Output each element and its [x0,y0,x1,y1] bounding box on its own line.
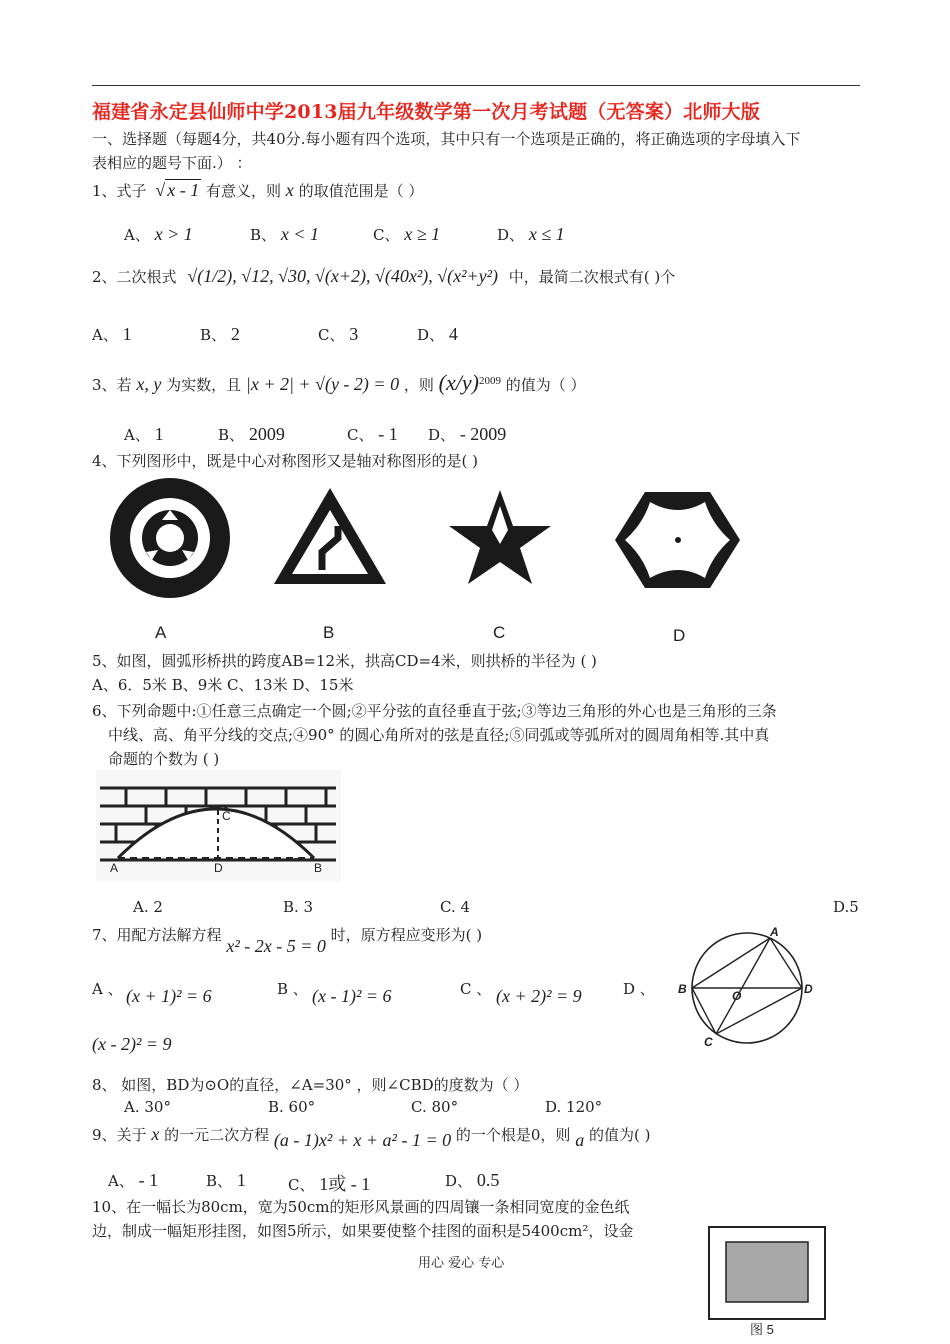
q1-radical: √ x - 1 [155,180,200,200]
q2-option-d: D、 4 [417,324,458,344]
q7-option-a-value: (x + 1)² = 6 [126,986,212,1006]
q6-option-d: D.5 [833,898,859,916]
q2-option-a: A、 1 [92,324,132,344]
figure-5 [708,1226,826,1338]
q6-option-b: B. 3 [283,898,314,916]
q2-expressions: √(1/2), √12, √30, √(x+2), √(40x²), √(x²+y²) [187,266,498,286]
q1-option-a: A、 x > 1 [124,224,193,244]
q1-var: x [285,180,294,200]
top-rule [92,85,860,86]
q5-options: A、6．5米 B、9米 C、13米 D、15米 [92,676,354,694]
question-6-line2: 中线、高、角平分线的交点;④90° 的圆心角所对的弦是直径;⑤同弧或等弧所对的圆周角相等.其中真 [108,726,770,744]
bridge-label-c: C [222,809,231,823]
circle-label-c: C [704,1035,713,1049]
question-10-line1: 10、在一幅长为80cm，宽为50cm的矩形风景画的四周镶一条相同宽度的金色纸 [92,1198,630,1216]
q9-option-d: D、 0.5 [445,1170,500,1190]
figure-label-b: B [323,623,335,642]
bridge-figure [96,770,341,882]
q1-suffix: 的取值范围是（ ） [298,182,424,200]
q3-option-b: B、 2009 [218,424,285,444]
bridge-label-b: B [314,861,323,875]
section-heading-line1: 一、选择题（每题4分，共40分.每小题有四个选项，其中只有一个选项是正确的，将正确选项的字母填入下 [92,130,801,148]
circle-label-o: O [732,989,742,1003]
bridge-label-a: A [110,861,119,875]
q9-option-c: C、 1或 - 1 [288,1174,371,1194]
question-5: 5、如图，圆弧形桥拱的跨度AB=12米，拱高CD=4米，则拱桥的半径为 ( ) [92,652,597,670]
question-4: 4、下列图形中，既是中心对称图形又是轴对称图形的是( ) [92,452,479,470]
question-9: 9、关于 x 的一元二次方程 (a - 1)x² + x + a² - 1 = 0 的一个根是0，则 a 的值为( ) [92,1124,651,1150]
q9-option-a: A、 - 1 [108,1170,159,1190]
q8-option-a: A. 30° [124,1098,171,1116]
q1-option-b: B、 x < 1 [250,224,319,244]
q9-equation: (a - 1)x² + x + a² - 1 = 0 [273,1130,452,1150]
q1-mid: 有意义，则 [205,182,281,200]
circle-figure [676,926,818,1050]
q3-option-a: A、 1 [124,424,164,444]
q6-option-c: C. 4 [440,898,471,916]
q7-option-d-label: D 、 [623,980,655,998]
circle-label-a: A [770,926,779,939]
q3-vars: x, y [136,374,162,394]
q4-figures [90,478,740,646]
q2-prefix: 2、二次根式 [92,268,177,286]
page-title: 福建省永定县仙师中学2013届九年级数学第一次月考试题（无答案）北师大版 [92,101,761,123]
circle-label-d: D [804,982,813,996]
q2-suffix: 中，最简二次根式有( )个 [508,268,676,286]
q7-option-c-value: (x + 2)² = 9 [496,986,582,1006]
question-7: 7、用配方法解方程 x² - 2x - 5 = 0 时，原方程应变形为( ) [92,926,483,956]
q3-power: 2009 [478,375,501,387]
q2-option-c: C、 3 [318,324,359,344]
figure-b-triangle-sign [274,488,386,584]
question-8: 8、 如图，BD为⊙O的直径，∠A=30° ，则∠CBD的度数为（ ） [92,1076,529,1094]
figure-label-a: A [155,623,167,642]
q3-fraction: (x/y) [438,370,479,395]
q8-option-b: B. 60° [268,1098,316,1116]
figure-a-roundabout-sign [110,478,230,598]
question-10-line2: 边，制成一幅矩形挂图，如图5所示，如果要使整个挂图的面积是5400cm²，设金 [92,1222,634,1240]
question-1 [92,180,423,201]
question-6-line3: 命题的个数为 ( ) [108,750,220,768]
q7-equation: x² - 2x - 5 = 0 [226,936,326,956]
q7-option-b-value: (x - 1)² = 6 [312,986,392,1006]
figure-d-hexagon [615,492,740,588]
figure-5-label: 图 5 [750,1322,774,1337]
question-2 [92,266,675,287]
question-3: 3、若 x, y 为实数，且 |x + 2| + √(y - 2) = 0 ，则 $(x/y)^{2009}$ 的值为（ ） [92,370,586,395]
q3-option-d: D、 - 2009 [428,424,507,444]
q8-option-c: C. 80° [411,1098,459,1116]
q3-condition: |x + 2| + √(y - 2) = 0 [245,374,400,394]
figure-label-c: C [493,623,506,642]
q7-option-b-label: B 、 [277,980,308,998]
question-6-line1: 6、下列命题中:①任意三点确定一个圆;②平分弦的直径垂直于弦;③等边三角形的外心也是三角形的三条 [92,702,777,720]
page-footer: 用心 爱心 专心 [418,1256,505,1271]
q2-option-b: B、 2 [200,324,240,344]
q1-expr: x - 1 [167,180,200,200]
q7-option-a-label: A 、 [92,980,123,998]
section-heading-line2: 表相应的题号下面.） ： [92,154,252,172]
q8-option-d: D. 120° [545,1098,603,1116]
q1-option-d: D、 x ≤ 1 [497,224,565,244]
circle-label-b: B [678,982,687,996]
figure-label-d: D [673,626,686,645]
q9-option-b: B、 1 [206,1170,246,1190]
q7-option-c-label: C 、 [460,980,492,998]
figure-c-star [449,490,551,584]
q1-prefix: 1、式子 [92,182,147,200]
q6-option-a: A. 2 [133,898,163,916]
q3-option-c: C、 - 1 [347,424,398,444]
q1-option-c: C、 x ≥ 1 [373,224,441,244]
bridge-label-d: D [214,861,223,875]
q7-option-d-value: (x - 2)² = 9 [92,1034,172,1054]
